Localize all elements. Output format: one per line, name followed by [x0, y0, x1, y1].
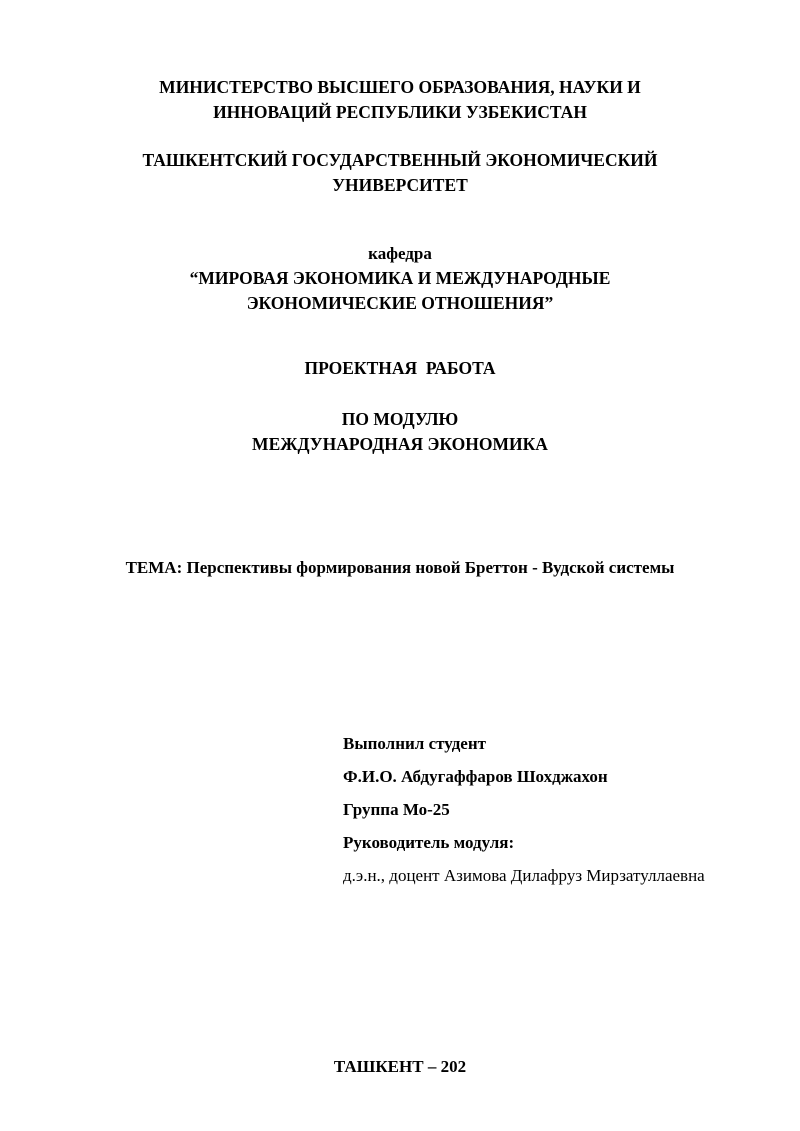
student-group: Группа Мо-25	[343, 800, 450, 819]
city-year-footer	[0, 1054, 800, 1079]
supervisor-label: Руководитель модуля:	[343, 833, 515, 852]
author-info-block	[343, 727, 705, 892]
topic-text: ТЕМА: Перспективы формирования новой Бреттон - Вудской системы	[125, 558, 675, 577]
university-line-1: ТАШКЕНТСКИЙ ГОСУДАРСТВЕННЫЙ ЭКОНОМИЧЕСКИЙ	[142, 150, 658, 170]
performed-by-label: Выполнил студент	[343, 734, 486, 753]
ministry-line-2: ИННОВАЦИЙ РЕСПУБЛИКИ УЗБЕКИСТАН	[213, 102, 587, 122]
department-name-line-1: “МИРОВАЯ ЭКОНОМИКА И МЕЖДУНАРОДНЫЕ	[189, 268, 611, 288]
university-heading	[0, 148, 800, 198]
topic-heading	[0, 555, 800, 580]
module-line-2: МЕЖДУНАРОДНАЯ ЭКОНОМИКА	[252, 434, 548, 454]
ministry-line-1: МИНИСТЕРСТВО ВЫСШЕГО ОБРАЗОВАНИЯ, НАУКИ И	[159, 77, 641, 97]
module-line-1: ПО МОДУЛЮ	[341, 409, 459, 429]
module-heading	[0, 407, 800, 457]
work-type-heading	[0, 356, 800, 381]
university-line-2: УНИВЕРСИТЕТ	[332, 175, 468, 195]
student-full-name: Ф.И.О. Абдугаффаров Шохджахон	[343, 767, 608, 786]
city-year: ТАШКЕНТ – 202	[333, 1057, 467, 1076]
department-label: кафедра	[368, 244, 432, 263]
department-name-line-2: ЭКОНОМИЧЕСКИЕ ОТНОШЕНИЯ”	[246, 293, 554, 313]
work-type: ПРОЕКТНАЯ РАБОТА	[304, 358, 496, 378]
supervisor-name: д.э.н., доцент Азимова Дилафруз Мирзатуллаевна	[343, 866, 705, 885]
ministry-heading	[0, 75, 800, 125]
department-block	[0, 241, 800, 316]
